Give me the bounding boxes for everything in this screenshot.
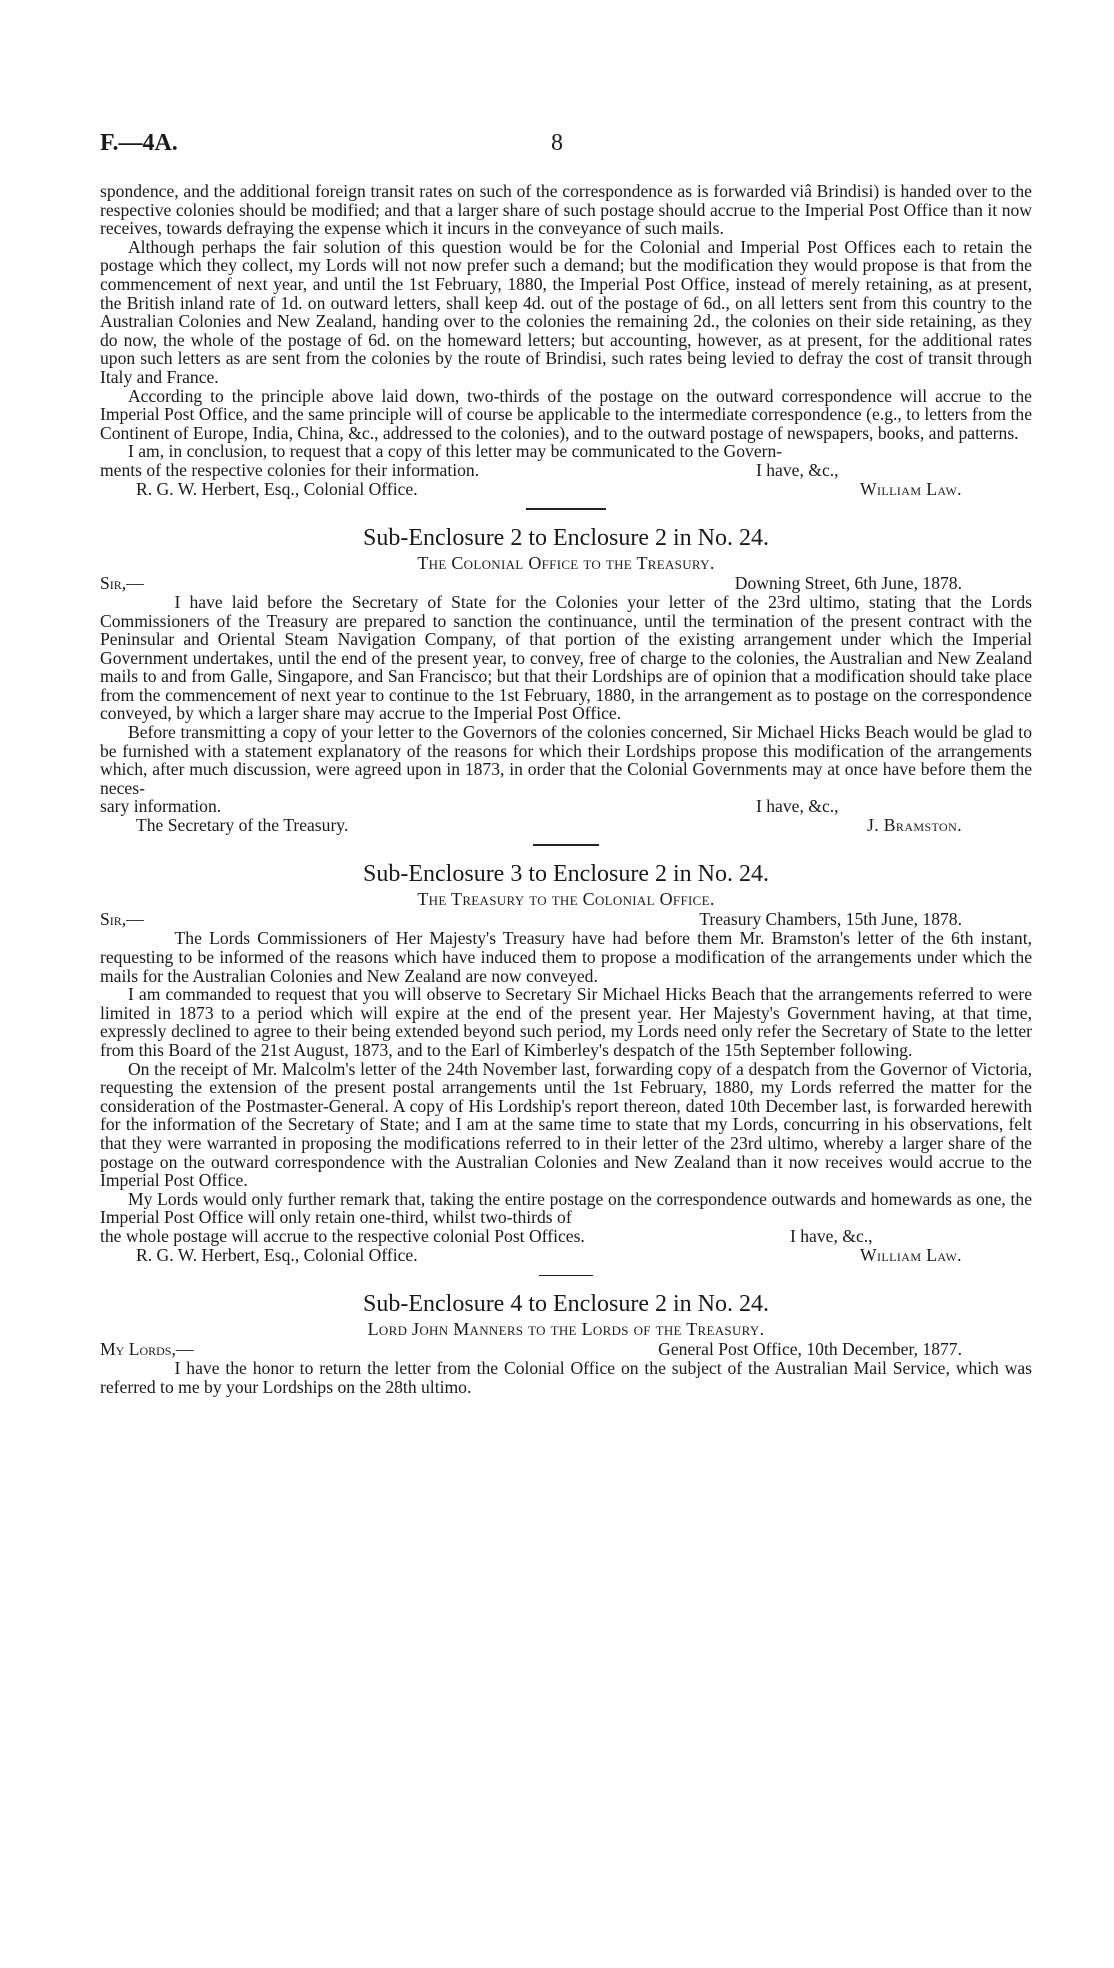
sub-enclosure-3-paragraph-3: On the receipt of Mr. Malcolm's letter of the 24th November last, forwarding copy of a despatch from the Governor of Victoria, requesting the extension of the present postal arrangements until the 1st February, 1880, my Lords referred the matter for the consideration of the Postmaster-General. A copy of His Lordship's report thereon, dated 10th December last, is forwarded herewith for the information of the Secretary of State; and I am at the same time to state that my Lords, concurring in his observations, felt that they were warranted in proposing the modifications referred to in their letter of the 23rd ultimo, whereby a larger share of the postage on the outward correspondence with the Australian Colonies and New Zealand than it now receives would accrue to the Imperial Post Office.: [100, 1058, 1032, 1191]
sub-enclosure-3-closing-line: [100, 1227, 1032, 1246]
sub-enclosure-3-paragraph-4-end: the whole postage will accrue to the respective colonial Post Offices.: [100, 1225, 585, 1246]
sub-enclosure-4-heading: Sub-Enclosure 4 to Enclosure 2 in No. 24.: [363, 1291, 769, 1318]
page-header: [100, 130, 1014, 170]
sub-enclosure-2-paragraph-1: I have laid before the Secretary of State for the Colonies your letter of the 23rd ultimo, stating that the Lords Commissioners of the Treasury are prepared to sanction the continuance, until the termination of the present contract with the Peninsular and Oriental Steam Navigation Company, of that portion of the existing arrangement under which the Imperial Government undertakes, until the end of the present year, to convey, free of charge to the colonies, the Australian and New Zealand mails to and from Galle, Singapore, and San Francisco; but that their Lordships are of opinion that a modification should take place from the commencement of next year to continue to the 1st February, 1880, in the arrangement as to postage on the correspondence conveyed, by which a larger share may accrue to the Imperial Post Office.: [100, 591, 1032, 724]
sub-enclosure-4-paragraph-1: I have the honor to return the letter from the Colonial Office on the subject of the Australian Mail Service, which was referred to me by your Lordships on the 28th ultimo.: [100, 1358, 1032, 1398]
page-number: 8: [551, 130, 563, 156]
sub-enclosure-2-signature: J. Bramston.: [866, 815, 962, 836]
sub-enclosure-3-heading: Sub-Enclosure 3 to Enclosure 2 in No. 24.: [363, 861, 769, 888]
sub-enclosure-2-subheading: The Colonial Office to the Treasury.: [417, 552, 715, 573]
intro-addressee: R. G. W. Herbert, Esq., Colonial Office.: [136, 478, 418, 499]
sub-enclosure-3-signature: William Law.: [860, 1244, 962, 1265]
sub-enclosure-2-salutation-row: [100, 574, 1032, 593]
sub-enclosure-3-salutation: Sir,—: [100, 909, 144, 930]
sub-enclosure-4-subheading: Lord John Manners to the Lords of the Treasury.: [367, 1319, 765, 1340]
sub-enclosure-3-paragraph-4: My Lords would only further remark that, taking the entire postage on the correspondence outwards and homewards as one, the Imperial Post Office will only retain one-third, whilst two-thirds of: [100, 1188, 1032, 1228]
sub-enclosure-2-signoff: [100, 816, 1032, 835]
intro-paragraph-4: I am, in conclusion, to request that a copy of this letter may be communicated to the Govern-: [127, 441, 783, 462]
intro-paragraph-4-end: ments of the respective colonies for their information.: [100, 459, 480, 480]
intro-closing-line: [100, 461, 1032, 480]
sub-enclosure-2-paragraph-2-end: sary information.: [100, 796, 222, 817]
section-divider: [539, 1275, 593, 1277]
sub-enclosure-3-place-date: Treasury Chambers, 15th June, 1878.: [699, 909, 962, 930]
sub-enclosure-4-salutation-row: [100, 1340, 1032, 1359]
intro-complimentary-close: I have, &c.,: [756, 459, 839, 480]
section-divider: [526, 508, 606, 510]
document-reference: F.—4A.: [100, 130, 178, 156]
sub-enclosure-2-paragraph-2: Before transmitting a copy of your letter to the Governors of the colonies concerned, Sir Michael Hicks Beach would be glad to be furnished with a statement explanatory of the reasons for which their Lordships propose this modification of the arrangements which, after much discussion, were agreed upon in 1873, in order that the Colonial Governments may at once have before them the neces-: [100, 722, 1032, 798]
page-body: [100, 182, 1032, 1397]
sub-enclosure-2-salutation: Sir,—: [100, 572, 144, 593]
intro-signature: William Law.: [860, 478, 962, 499]
intro-signoff: [100, 480, 1032, 499]
sub-enclosure-3-paragraph-2: I am commanded to request that you will observe to Secretary Sir Michael Hicks Beach that the arrangements referred to were limited in 1873 to a period which will expire at the end of the present year. Her Majesty's Government having, at that time, expressly declined to agree to their being extended beyond such period, my Lords need only refer the Secretary of State to the letter from this Board of the 21st August, 1873, and to the Earl of Kimberley's despatch of the 15th September following.: [100, 984, 1032, 1060]
sub-enclosure-2-complimentary-close: I have, &c.,: [756, 796, 839, 817]
sub-enclosure-3-complimentary-close: I have, &c.,: [790, 1225, 873, 1246]
sub-enclosure-3-paragraph-1: The Lords Commissioners of Her Majesty's Treasury have had before them Mr. Bramston's letter of the 6th instant, requesting to be informed of the reasons which have induced them to propose a modification of the arrangements under which the mails for the Australian Colonies and New Zealand are now conveyed.: [100, 928, 1032, 986]
sub-enclosure-2-addressee: The Secretary of the Treasury.: [136, 815, 349, 836]
intro-paragraph-3: According to the principle above laid down, two-thirds of the postage on the outward correspondence will accrue to the Imperial Post Office, and the same principle will of course be applicable to the intermediate correspondence (e.g., to letters from the Continent of Europe, India, China, &c., addressed to the colonies), and to the outward postage of newspapers, books, and patterns.: [100, 385, 1032, 443]
sub-enclosure-3-subheading: The Treasury to the Colonial Office.: [417, 889, 715, 910]
sub-enclosure-3-salutation-row: [100, 910, 1032, 929]
sub-enclosure-2-heading: Sub-Enclosure 2 to Enclosure 2 in No. 24.: [363, 524, 769, 551]
sub-enclosure-4-salutation: My Lords,—: [100, 1339, 194, 1360]
sub-enclosure-3-addressee: R. G. W. Herbert, Esq., Colonial Office.: [136, 1244, 418, 1265]
sub-enclosure-3-signoff: [100, 1246, 1032, 1265]
intro-paragraph-2: Although perhaps the fair solution of this question would be for the Colonial and Imperial Post Offices each to retain the postage which they collect, my Lords will not now prefer such a demand; but the modification they would propose is that from the commencement of next year, and until the 1st February, 1880, the Imperial Post Office, instead of merely retaining, as at present, the British inland rate of 1d. on outward letters, shall keep 4d. out of the postage of 6d., on all letters sent from this country to the Australian Colonies and New Zealand, handing over to the colonies the remaining 2d., the colonies on their side retaining, as they do now, the whole of the postage of 6d. on the homeward letters; but accounting, however, as at present, for the additional rates upon such letters as are sent from the colonies by the route of Brindisi, such rates being levied to defray the cost of transit through Italy and France.: [100, 236, 1032, 387]
sub-enclosure-2-place-date: Downing Street, 6th June, 1878.: [734, 572, 962, 593]
intro-paragraph-1: spondence, and the additional foreign transit rates on such of the correspondence as is forwarded viâ Brindisi) is handed over to the respective colonies should be modified; and that a larger share of such postage should accrue to the Imperial Post Office than it now receives, towards defraying the expense which it incurs in the conveyance of such mails.: [100, 181, 1032, 239]
sub-enclosure-4-place-date: General Post Office, 10th December, 1877.: [658, 1339, 962, 1360]
section-divider: [533, 844, 599, 846]
sub-enclosure-2-closing-line: [100, 797, 1032, 816]
